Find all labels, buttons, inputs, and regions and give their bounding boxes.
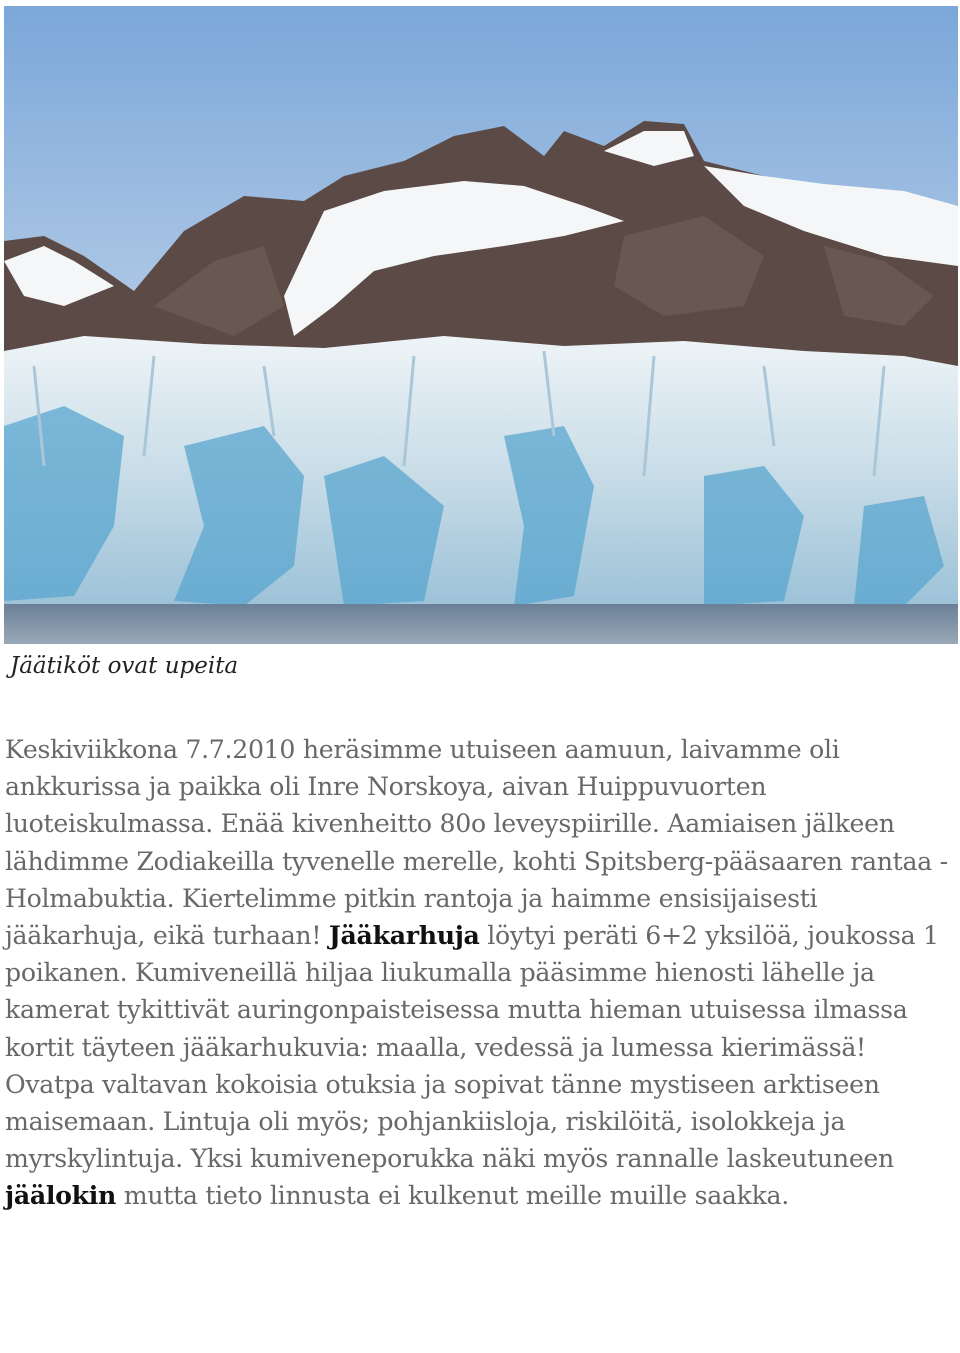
link-polar-bears[interactable]: Jääkarhuja — [328, 920, 480, 951]
link-ivory-gull[interactable]: jäälokin — [5, 1180, 117, 1211]
body-text-part-3: mutta tieto linnusta ei kulkenut meille muille saakka. — [123, 1181, 789, 1211]
article-body — [5, 731, 955, 1215]
image-caption: Jäätiköt ovat upeita — [10, 653, 239, 679]
glacier-front — [4, 336, 958, 606]
body-text-part-1: Keskiviikkona 7.7.2010 heräsimme utuiseen aamuun, laivamme oli ankkurissa ja paikka oli Inre Norskoya, aivan Huippuvuorten luoteiskulmassa. Enää kivenheitto 80o leveyspiirille. Aamiaisen jälkeen lähdimme Zodiakeilla tyvenelle merelle, kohti Spitsberg-pääsaaren rantaa - Holmabuktia. Kiertelimme pitkin rantoja ja haimme ensisijaisesti jääkarhuja, eikä turhaan! — [5, 735, 948, 951]
glacier-photo — [4, 6, 958, 644]
body-text-part-2: löytyi peräti 6+2 yksilöä, joukossa 1 poikanen. Kumiveneillä hiljaa liukumalla pääsimme hienosti lähelle ja kamerat tykittivät auringonpaisteisessa mutta hieman utuisessa ilmassa kortit täyteen jääkarhukuvia: maalla, vedessä ja lumessa kierimässä! Ovatpa valtavan kokoisia otuksia ja sopivat tänne mystiseen arktiseen maisemaan. Lintuja oli myös; pohjankiisloja, riskilöitä, isolokkeja ja myrskylintuja. Yksi kumiveneporukka näki myös rannalle laskeutuneen — [5, 921, 939, 1174]
sea — [4, 604, 958, 644]
